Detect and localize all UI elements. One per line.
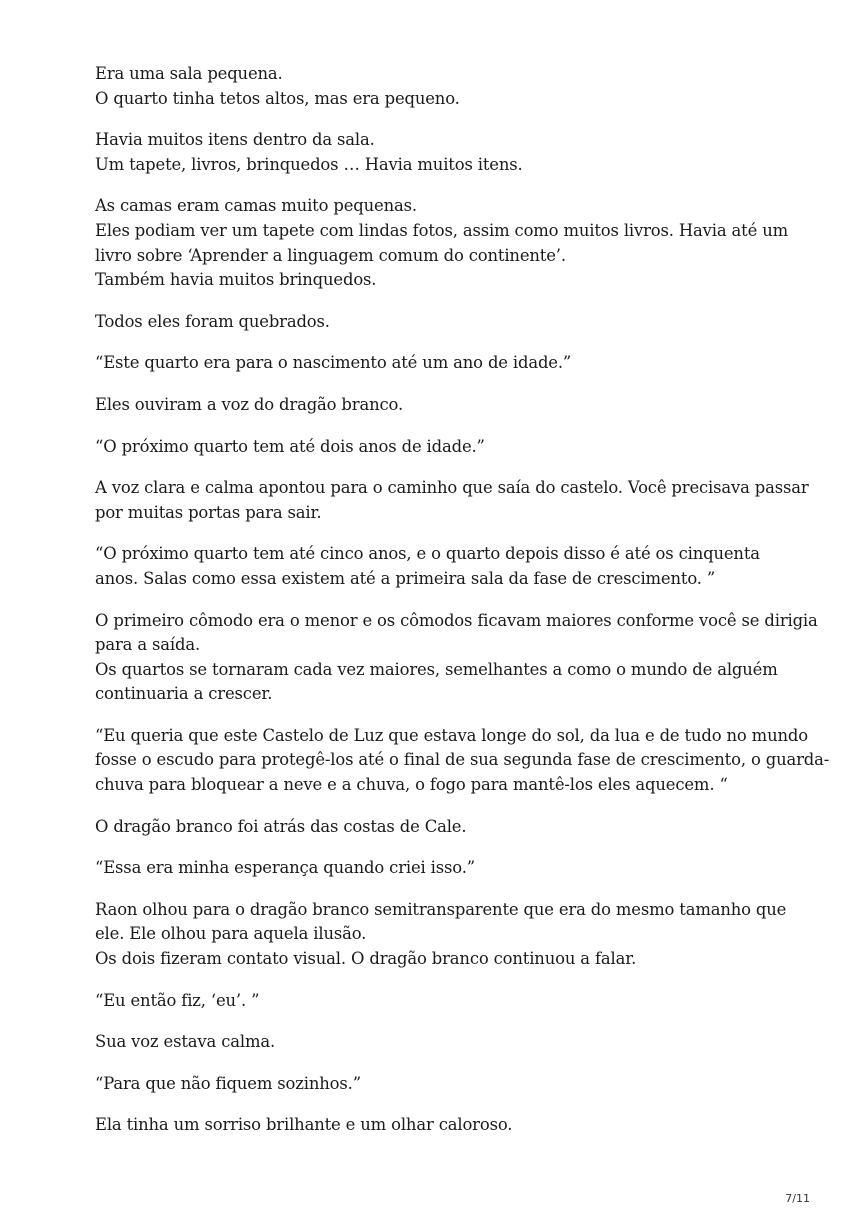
text-line: A voz clara e calma apontou para o caminho que saía do castelo. Você precisava passar (95, 478, 809, 498)
paragraph (95, 724, 830, 798)
text-line: “Este quarto era para o nascimento até um ano de idade.” (95, 353, 572, 373)
paragraph (95, 351, 765, 376)
text-line: O primeiro cômodo era o menor e os cômodos ficavam maiores conforme você se dirigia (95, 610, 818, 630)
text-line: “O próximo quarto tem até cinco anos, e o quarto depois disso é até os cinquenta (95, 544, 760, 564)
text-line: Também havia muitos brinquedos. (95, 270, 377, 290)
text-line: “Para que não fiquem sozinhos.” (95, 1073, 361, 1093)
paragraph (95, 609, 818, 707)
text-line: Eles podiam ver um tapete com lindas fotos, assim como muitos livros. Havia até um (95, 220, 789, 240)
text-line: continuaria a crescer. (95, 684, 273, 704)
text-line: Sua voz estava calma. (95, 1032, 276, 1052)
paragraph (95, 856, 765, 881)
text-line: livro sobre ‘Aprender a linguagem comum do continente’. (95, 245, 566, 265)
text-line: Um tapete, livros, brinquedos … Havia muitos itens. (95, 154, 523, 174)
text-line: chuva para bloquear a neve e a chuva, o fogo para mantê-los eles aquecem. “ (95, 775, 728, 795)
text-line: Raon olhou para o dragão branco semitransparente que era do mesmo tamanho que (95, 899, 787, 919)
text-line: anos. Salas como essa existem até a primeira sala da fase de crescimento. ” (95, 568, 716, 588)
text-line: para a saída. (95, 635, 201, 655)
paragraph (95, 310, 765, 335)
text-line: Eles ouviram a voz do dragão branco. (95, 394, 404, 414)
paragraph (95, 435, 765, 460)
paragraph (95, 393, 765, 418)
document-body (95, 62, 830, 1155)
text-line: fosse o escudo para protegê-los até o final de sua segunda fase de crescimento, o guarda- (95, 750, 830, 770)
paragraph (95, 815, 765, 840)
text-line: Era uma sala pequena. (95, 64, 283, 83)
paragraph (95, 989, 765, 1014)
page-number: 7/11 (785, 1192, 810, 1205)
text-line: Havia muitos itens dentro da sala. (95, 130, 375, 150)
text-line: por muitas portas para sair. (95, 502, 322, 522)
text-line: O quarto tinha tetos altos, mas era pequeno. (95, 88, 460, 108)
text-line: O dragão branco foi atrás das costas de Cale. (95, 816, 467, 836)
paragraph (95, 62, 765, 111)
text-line: “Eu então fiz, ‘eu’. ” (95, 990, 260, 1010)
text-line: “Essa era minha esperança quando criei isso.” (95, 858, 476, 878)
text-line: Todos eles foram quebrados. (95, 311, 330, 331)
paragraph (95, 194, 789, 292)
text-line: Os quartos se tornaram cada vez maiores, semelhantes a como o mundo de alguém (95, 659, 778, 679)
text-line: “O próximo quarto tem até dois anos de idade.” (95, 436, 485, 456)
paragraph (95, 1030, 765, 1055)
text-line: ele. Ele olhou para aquela ilusão. (95, 924, 367, 944)
text-line: “Eu queria que este Castelo de Luz que estava longe do sol, da lua e de tudo no mundo (95, 725, 808, 745)
paragraph (95, 898, 787, 972)
text-line: Os dois fizeram contato visual. O dragão branco continuou a falar. (95, 949, 637, 969)
paragraph (95, 128, 765, 177)
paragraph (95, 1072, 765, 1097)
paragraph (95, 542, 765, 591)
text-line: As camas eram camas muito pequenas. (95, 196, 417, 216)
paragraph (95, 476, 809, 525)
paragraph (95, 1113, 765, 1138)
text-line: Ela tinha um sorriso brilhante e um olhar caloroso. (95, 1115, 513, 1135)
